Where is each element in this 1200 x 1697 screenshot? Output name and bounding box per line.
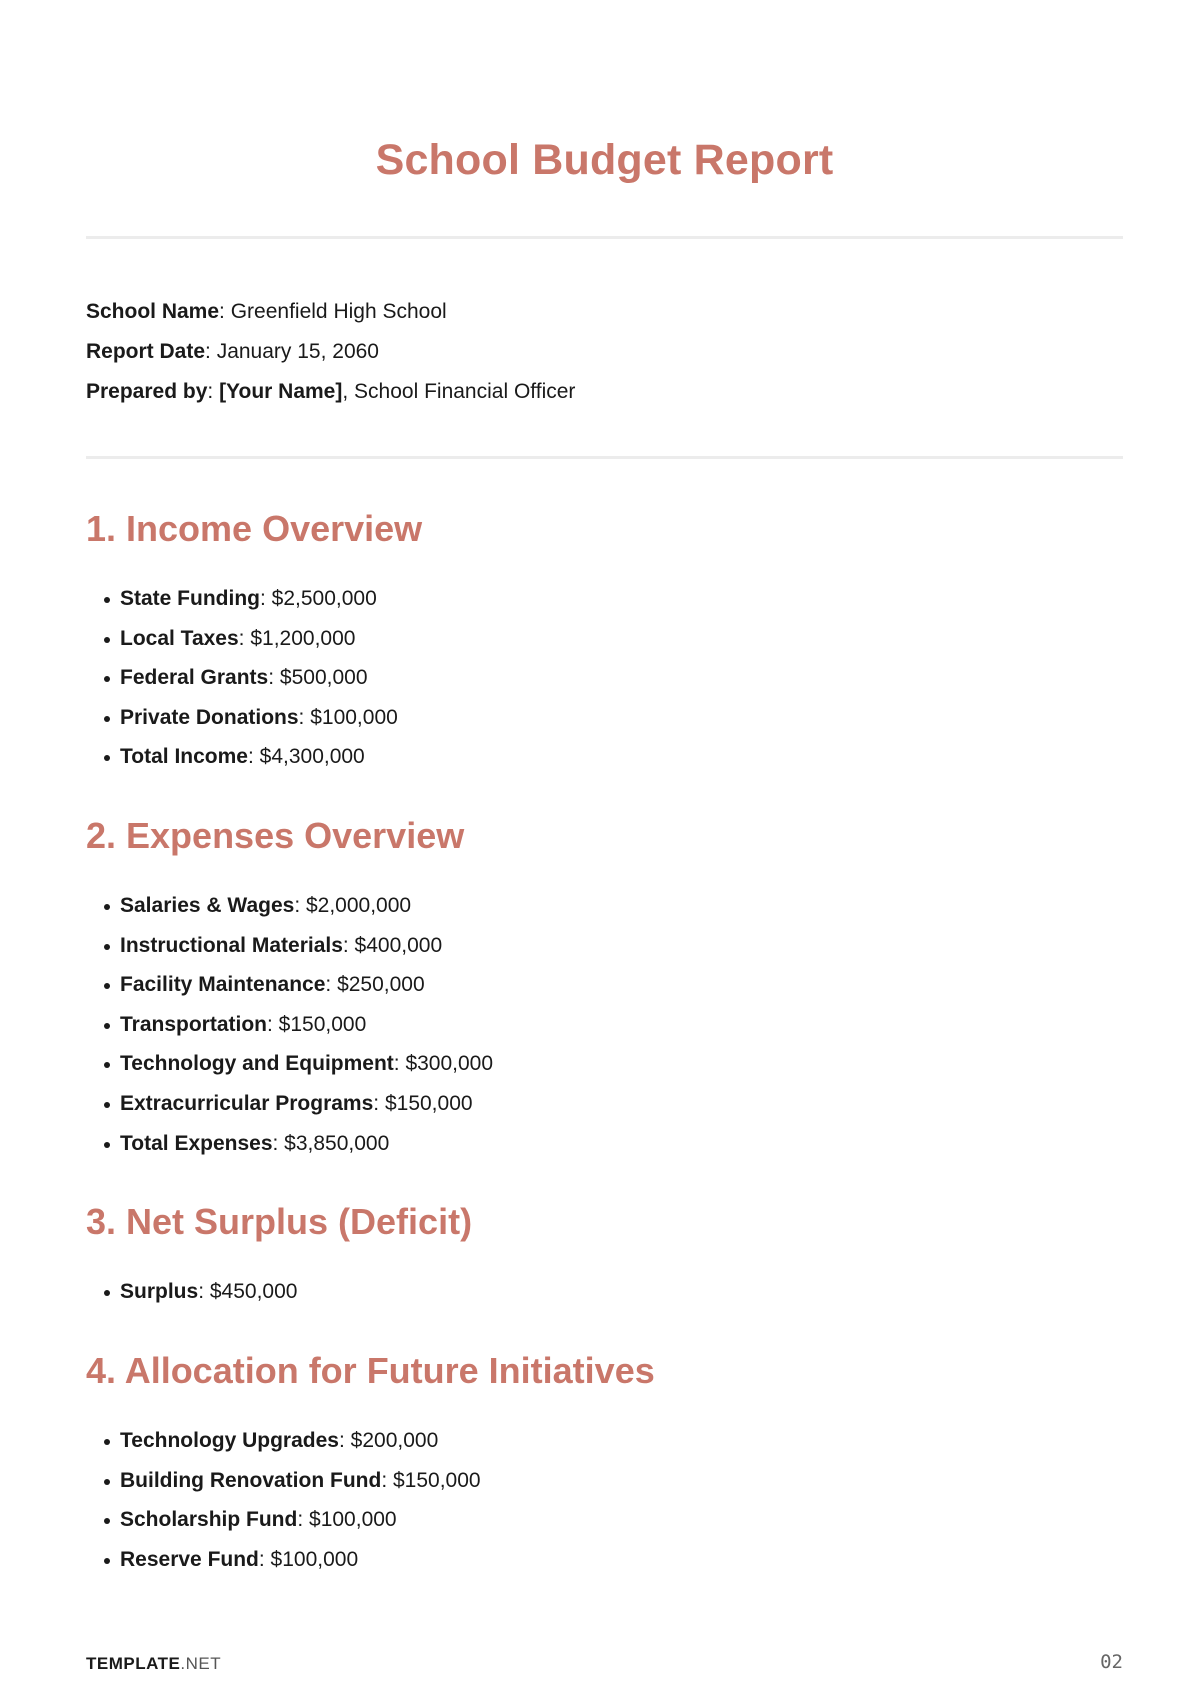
expenses-list: [104, 886, 493, 1163]
item-label: Scholarship Fund: [120, 1508, 298, 1532]
brand-light-text: .NET: [180, 1654, 222, 1673]
prepared-by-row: [86, 372, 575, 412]
item-value: : $100,000: [258, 1547, 359, 1571]
item-value: : $1,200,000: [238, 626, 356, 650]
item-label: Technology and Equipment: [120, 1052, 394, 1076]
item-value: : $250,000: [325, 973, 425, 997]
footer-brand-logo: [86, 1654, 221, 1674]
item-value: : $4,300,000: [247, 745, 365, 769]
item-label: Private Donations: [120, 705, 299, 729]
item-label: Total Expenses: [120, 1131, 273, 1155]
item-label: Reserve Fund: [120, 1547, 259, 1571]
list-item: [104, 658, 398, 698]
page-number: 02: [1100, 1651, 1123, 1673]
item-label: Facility Maintenance: [120, 973, 326, 997]
item-value: : $500,000: [268, 666, 368, 690]
prepared-by-label: Prepared by: [86, 380, 208, 403]
item-value: : $3,850,000: [272, 1131, 390, 1155]
item-label: Technology Upgrades: [120, 1429, 339, 1452]
item-value: : $100,000: [298, 705, 398, 729]
item-value: : $150,000: [373, 1091, 473, 1115]
item-value: : $400,000: [342, 933, 443, 957]
section-heading: 2. Expenses Overview: [86, 815, 465, 856]
list-item: [104, 698, 398, 738]
item-label: Instructional Materials: [120, 933, 343, 957]
section-heading: 3. Net Surplus (Deficit): [86, 1201, 473, 1242]
item-value: : $2,000,000: [294, 894, 412, 917]
list-item: [104, 926, 493, 966]
surplus-list: [104, 1272, 297, 1312]
section-heading: 1. Income Overview: [86, 508, 423, 549]
income-list: [104, 579, 398, 777]
section-future-initiatives: [86, 1349, 1123, 1571]
item-value: : $2,500,000: [260, 587, 377, 610]
list-item: [104, 886, 493, 926]
item-value: : $200,000: [338, 1429, 439, 1452]
section-net-surplus: [86, 1200, 1123, 1303]
item-value: : $100,000: [297, 1508, 397, 1532]
school-name-label: School Name: [86, 300, 220, 323]
item-label: Federal Grants: [120, 666, 269, 690]
item-label: Local Taxes: [120, 626, 239, 650]
document-page: [86, 0, 1123, 1697]
list-item: [104, 1421, 481, 1461]
list-item: [104, 1540, 481, 1580]
report-date-label: Report Date: [86, 340, 206, 363]
list-item: [104, 1084, 493, 1124]
list-item: [104, 579, 398, 619]
list-item: [104, 619, 398, 659]
divider: [86, 236, 1123, 239]
item-label: Transportation: [120, 1012, 268, 1036]
item-label: Building Renovation Fund: [120, 1468, 382, 1492]
section-expenses-overview: [86, 814, 1123, 1155]
list-item: [104, 1461, 481, 1501]
item-value: : $300,000: [393, 1052, 494, 1076]
report-date-row: [86, 332, 575, 372]
report-meta: [86, 292, 575, 412]
item-label: Extracurricular Programs: [120, 1091, 374, 1115]
list-item: [104, 965, 493, 1005]
section-income-overview: [86, 507, 1123, 769]
school-name-value: : Greenfield High School: [219, 300, 447, 323]
section-heading: 4. Allocation for Future Initiatives: [86, 1350, 655, 1391]
brand-bold-text: TEMPLATE: [86, 1654, 181, 1673]
item-label: Salaries & Wages: [120, 894, 295, 917]
prepared-by-separator: :: [207, 380, 220, 403]
item-label: Total Income: [120, 745, 248, 769]
item-value: : $150,000: [381, 1468, 481, 1492]
list-item: [104, 737, 398, 777]
allocation-list: [104, 1421, 481, 1579]
list-item: [104, 1044, 493, 1084]
list-item: [104, 1272, 297, 1312]
list-item: [104, 1005, 493, 1045]
item-label: Surplus: [120, 1280, 199, 1303]
list-item: [104, 1500, 481, 1540]
report-date-value: : January 15, 2060: [205, 340, 379, 363]
prepared-by-role: , School Financial Officer: [342, 380, 576, 403]
divider: [86, 456, 1123, 459]
item-label: State Funding: [120, 587, 260, 610]
prepared-by-name: [Your Name]: [219, 380, 343, 403]
item-value: : $150,000: [267, 1012, 367, 1036]
item-value: : $450,000: [198, 1280, 298, 1303]
school-name-row: [86, 292, 575, 332]
page-title: School Budget Report: [375, 136, 834, 184]
list-item: [104, 1124, 493, 1164]
